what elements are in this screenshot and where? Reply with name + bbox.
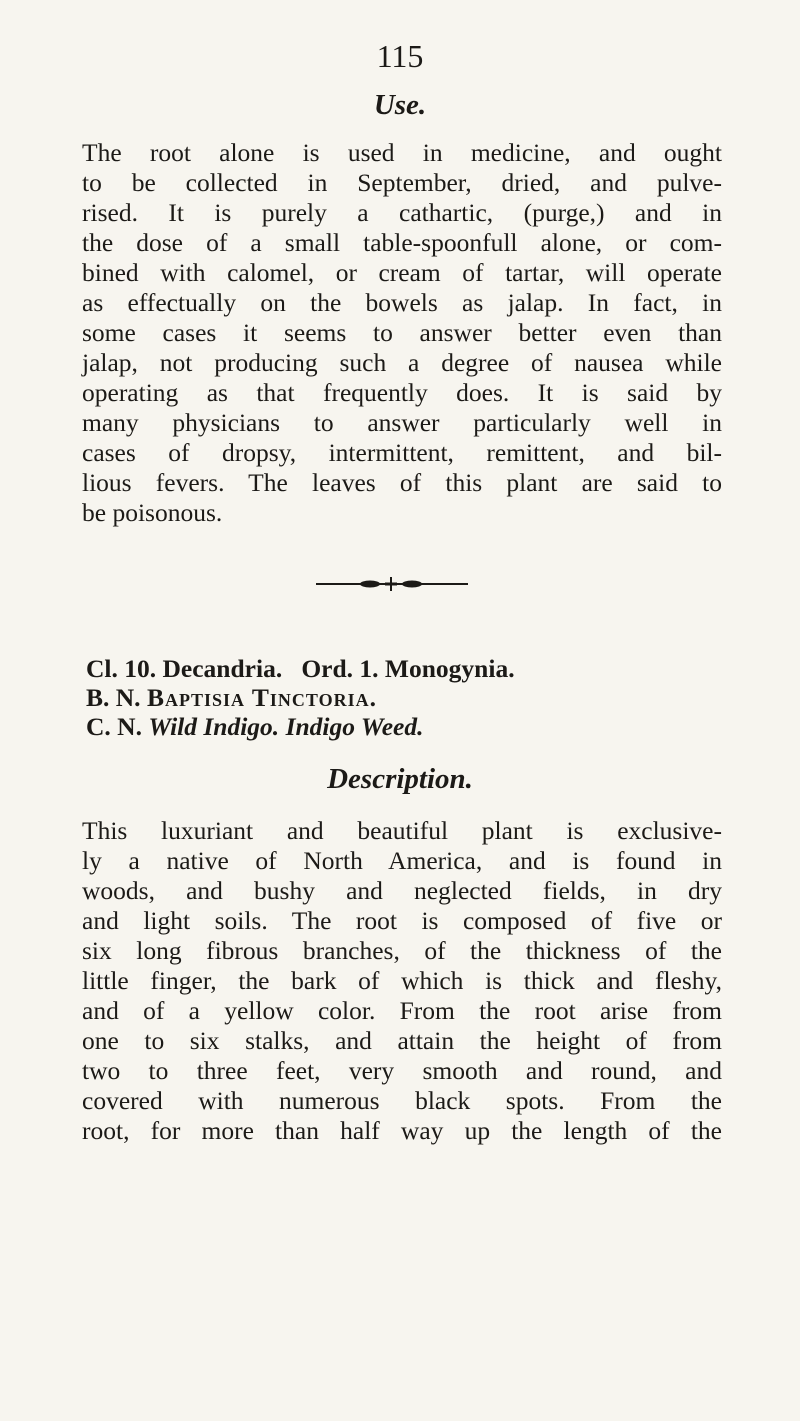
text-line: operating as that frequently does. It is said by <box>82 378 722 407</box>
text-line: and light soils. The root is composed of five or <box>82 906 722 935</box>
text-line: jalap, not producing such a degree of nausea while <box>82 348 722 377</box>
text-line: ly a native of North America, and is found in <box>82 846 722 875</box>
classification-line <box>86 654 726 684</box>
text-line: be poisonous. <box>82 498 223 527</box>
text-line: rised. It is purely a cathartic, (purge,) and in <box>82 198 722 227</box>
text-line: This luxuriant and beautiful plant is exclusive- <box>82 816 722 845</box>
common-name-line <box>86 712 726 742</box>
text-line: the dose of a small table-spoonfull alone, or com- <box>82 228 722 257</box>
common-name-1: Wild Indigo. <box>148 712 280 741</box>
text-line: woods, and bushy and neglected fields, in dry <box>82 876 722 905</box>
text-line: The root alone is used in medicine, and ought <box>82 138 722 167</box>
text-line: many physicians to answer particularly well in <box>82 408 722 437</box>
section-divider-ornament <box>312 573 472 595</box>
text-line: one to six stalks, and attain the height of from <box>82 1026 722 1055</box>
page-number: 115 <box>376 38 424 74</box>
text-line: little finger, the bark of which is thick and fleshy, <box>82 966 722 995</box>
text-line: covered with numerous black spots. From the <box>82 1086 722 1115</box>
common-name-label: C. N. <box>86 712 142 741</box>
text-line: and of a yellow color. From the root arise from <box>82 996 722 1025</box>
text-line: bined with calomel, or cream of tartar, will operate <box>82 258 722 287</box>
text-line: to be collected in September, dried, and pulve- <box>82 168 722 197</box>
text-line: cases of dropsy, intermittent, remittent, and bil- <box>82 438 722 467</box>
botanical-name-line <box>86 683 726 713</box>
text-line: two to three feet, very smooth and round, and <box>82 1056 722 1085</box>
class-label: Cl. 10. <box>86 654 157 683</box>
text-line: some cases it seems to answer better even than <box>82 318 722 347</box>
text-line: as effectually on the bowels as jalap. In fact, in <box>82 288 722 317</box>
text-line: root, for more than half way up the length of the <box>82 1116 722 1145</box>
botanical-name-label: B. N. <box>86 683 141 712</box>
botanical-name: Baptisia Tinctoria. <box>146 683 377 712</box>
text-line: lious fevers. The leaves of this plant are said to <box>82 468 722 497</box>
order-name: Monogynia. <box>384 654 515 683</box>
text-line: six long fibrous branches, of the thickness of the <box>82 936 722 965</box>
description-heading: Description. <box>327 763 473 795</box>
common-name-2: Indigo Weed. <box>285 712 424 741</box>
use-paragraph <box>82 138 722 528</box>
class-name: Decandria. <box>162 654 283 683</box>
order-label: Ord. 1. <box>301 654 379 683</box>
description-paragraph <box>82 816 722 1146</box>
use-heading: Use. <box>373 89 427 121</box>
